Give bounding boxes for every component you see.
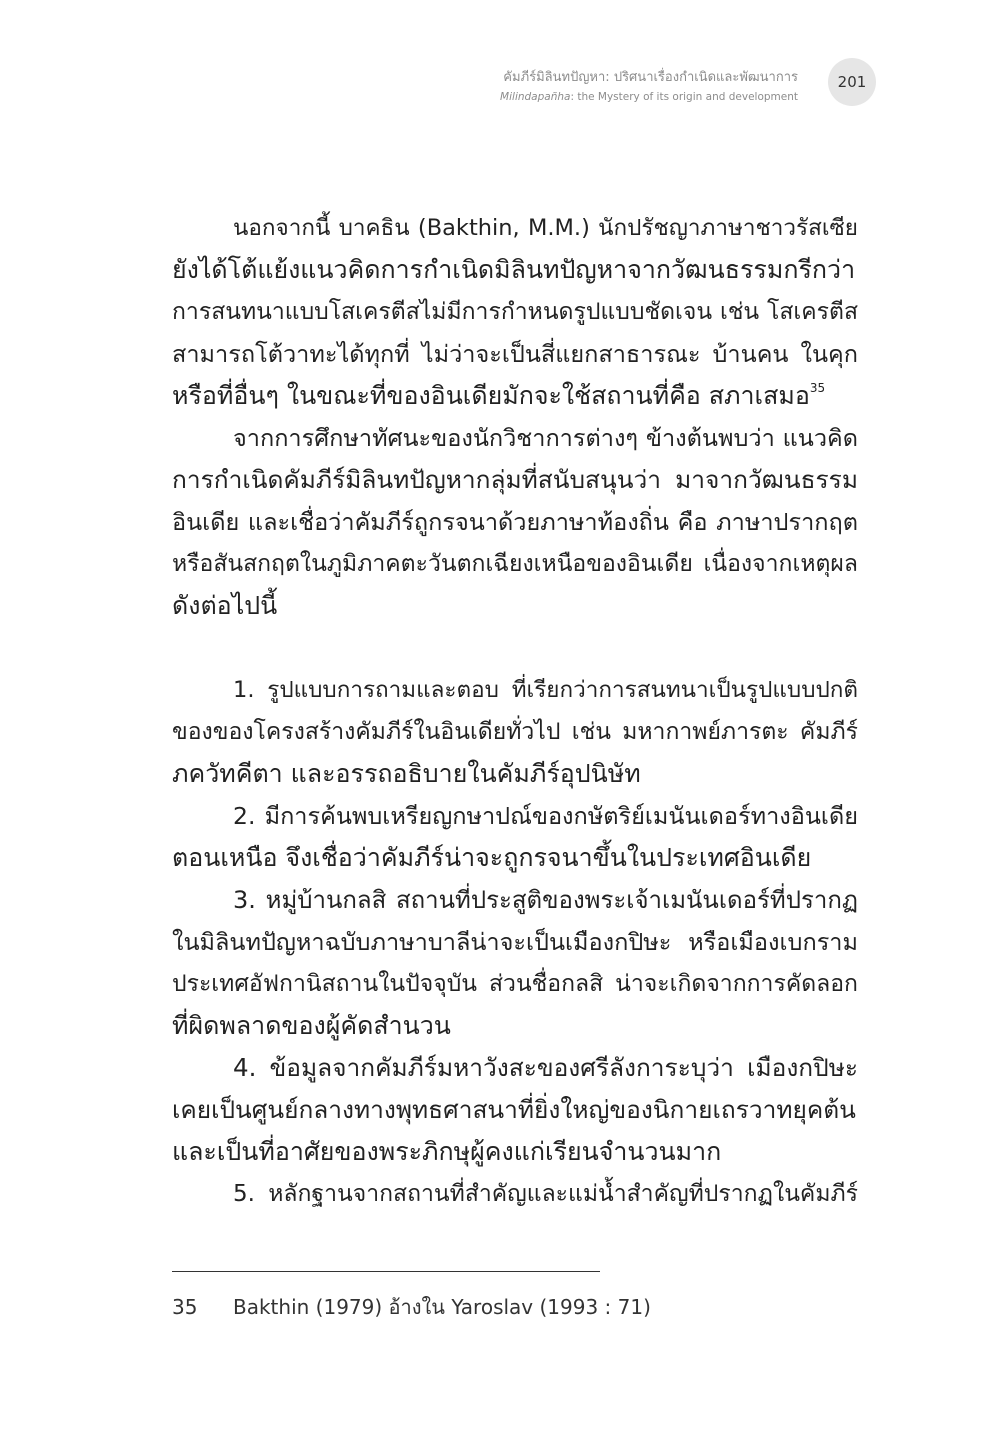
text-line: สามารถโต้วาทะได้ทุกที่ ไม่ว่าจะเป็นสี่แยกสาธารณะ บ้านคน ในคุก: [172, 340, 858, 368]
text-line: 4. ข้อมูลจากคัมภีร์มหาวังสะของศรีลังการะบุว่า เมืองกปิษะ: [233, 1053, 858, 1082]
paragraph: [172, 207, 858, 417]
text-line: จากการศึกษาทัศนะของนักวิชาการต่างๆ ข้างต้นพบว่า แนวคิด: [233, 424, 858, 452]
page-number-badge: [828, 58, 876, 106]
text-line: ดังต่อไปนี้: [172, 591, 278, 620]
text-line: ประเทศอัฟกานิสถานในปัจจุบัน ส่วนชื่อกลสิ น่าจะเกิดจากการคัดลอก: [172, 971, 858, 997]
text-line: 1. รูปแบบการถามและตอบ ที่เรียกว่าการสนทนาเป็นรูปแบบปกติ: [233, 677, 858, 703]
text-line: ยังได้โต้แย้งแนวคิดการกำเนิดมิลินทปัญหาจากวัฒนธรรมกรีกว่า: [172, 255, 856, 284]
running-head-thai-title: คัมภีร์มิลินทปัญหา: ปริศนาเรื่องกำเนิดและพัฒนาการ: [503, 70, 798, 85]
text-line: การกำเนิดคัมภีร์มิลินทปัญหากลุ่มที่สนับสนุนว่า มาจากวัฒนธรรม: [172, 465, 858, 494]
footnote-divider: [172, 1271, 600, 1272]
text-line: ของของโครงสร้างคัมภีร์ในอินเดียทั่วไป เช่น มหากาพย์ภารตะ คัมภีร์: [172, 719, 858, 745]
text-line: หรือสันสกฤตในภูมิภาคตะวันตกเฉียงเหนือของอินเดีย เนื่องจากเหตุผล: [172, 551, 858, 577]
running-head: [500, 68, 798, 106]
text-line: 5. หลักฐานจากสถานที่สำคัญและแม่น้ำสำคัญที่ปรากฏในคัมภีร์: [233, 1181, 858, 1207]
text-line: ภควัทคีตา และอรรถอธิบายในคัมภีร์อุปนิษัท: [172, 759, 641, 788]
list-item: [172, 1173, 858, 1215]
text-line: 3. หมู่บ้านกลสิ สถานที่ประสูติของพระเจ้าเมนันเดอร์ที่ปรากฏ: [233, 886, 858, 914]
paragraph: [172, 417, 858, 627]
text-line: อินเดีย และเชื่อว่าคัมภีร์ถูกรจนาด้วยภาษาท้องถิ่น คือ ภาษาปรากฤต: [172, 508, 858, 536]
page-number: 201: [837, 73, 867, 91]
numbered-list: [172, 669, 858, 1215]
footnote-number: 35: [172, 1295, 198, 1319]
text-line: 2. มีการค้นพบเหรียญกษาปณ์ของกษัตริย์เมนันเดอร์ทางอินเดีย: [233, 802, 858, 830]
running-head-english-title: [500, 88, 798, 106]
text-line: เคยเป็นศูนย์กลางทางพุทธศาสนาที่ยิ่งใหญ่ของนิกายเถรวาทยุคต้น: [172, 1095, 856, 1124]
list-item: [172, 879, 858, 1047]
text-line: และเป็นที่อาศัยของพระภิกษุผู้คงแก่เรียนจำนวนมาก: [172, 1137, 722, 1166]
body-text: [172, 207, 858, 1215]
list-item: [172, 795, 858, 879]
text-line: นอกจากนี้ บาคธิน (Bakthin, M.M.) นักปรัชญาภาษาชาวรัสเซีย: [233, 215, 858, 241]
footnote-text: Bakthin (1979) อ้างใน Yaroslav (1993 : 71): [233, 1295, 651, 1319]
footnote: [172, 1293, 858, 1321]
text-line: [172, 375, 858, 417]
text-line: ในมิลินทปัญหาฉบับภาษาบาลีน่าจะเป็นเมืองกปิษะ หรือเมืองเบกราม: [172, 928, 858, 956]
text-line: ที่ผิดพลาดของผู้คัดสำนวน: [172, 1011, 451, 1040]
text-line-content: หรือที่อื่นๆ ในขณะที่ของอินเดียมักจะใช้สถานที่คือ สภาเสมอ: [172, 381, 810, 410]
running-head-english-rest: : the Mystery of its origin and development: [570, 91, 798, 103]
text-line: ตอนเหนือ จึงเชื่อว่าคัมภีร์น่าจะถูกรจนาขึ้นในประเทศอินเดีย: [172, 843, 812, 872]
footnote-reference: 35: [809, 381, 826, 395]
list-item: [172, 669, 858, 795]
list-item: [172, 1047, 858, 1173]
text-line: การสนทนาแบบโสเครตีสไม่มีการกำหนดรูปแบบชัดเจน เช่น โสเครตีส: [172, 299, 858, 325]
running-head-english-italic: Milindapañha: [500, 91, 571, 103]
